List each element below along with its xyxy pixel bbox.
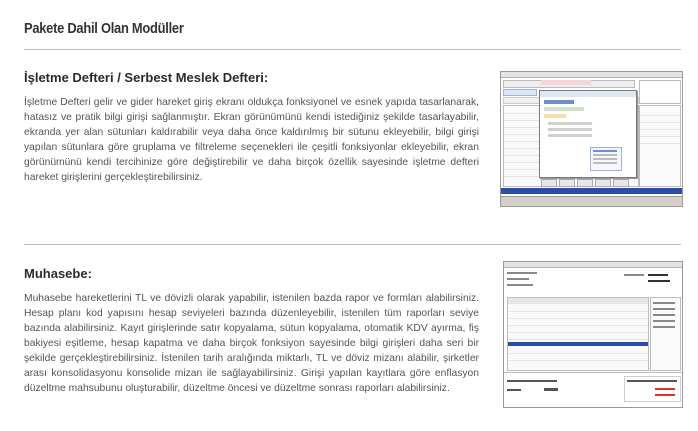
top-divider [24,49,681,50]
isletme-screenshot [500,71,683,207]
section-divider [24,244,681,245]
section-title-muhasebe: Muhasebe: [24,266,92,281]
section-text-muhasebe: Muhasebe hareketlerini TL ve dövizli olarak yapabilir, istenilen bazda rapor ve formları alabilirsiniz. Hesap planı kod yapısını hesap seviyeleri bazında düzenleyebilir, istenilen tüm raporları seviye bazında alabilirsiniz. Kayıt girişlerinde satır kopyalama, sütun kopyalama, otomatik KDV ayırma, fiş bakiyesi eşitleme, hesap kapatma ve daha birçok fonksiyon sayesinde bilgi girişleri daha seri bir şekilde gerçekleştirebilirsiniz. İstenilen tarih aralığında miktarlı, TL ve döviz mizanı alabilir, şirketler arası konsolidasyonu konsolide mizan ile sağlayabilirsiniz. Girişi yapılan kayıtlara göre enflasyon düzeltme mahsubunu oluşturabilir, düzeltme öncesi ve düzeltme sonrası raporları alabilirsiniz. [24,293,479,394]
section-title-isletme: İşletme Defteri / Serbest Meslek Defteri: [24,70,269,85]
muhasebe-screenshot [503,261,683,408]
section-text-isletme: İşletme Defteri gelir ve gider hareket giriş ekranı oldukça fonksiyonel ve esnek yapıda tasarlanarak, hatasız ve pratik bilgi girişi sağlanmıştır. Ekran görünümünü kendi istediğiniz şekilde tasarlayabilir, ekranda yer alan sütunları kaldırabilir veya daha önce kaldırılmış bir sütunu ekleyebilir, bilgi girişi yapılan sütunlara göre gruplama ve filtreleme seçenekleri ile çeşitli fonksiyonlar ekleyebilir, ekran görünümünü kendi tercihinize göre değiştirebilir ve daha birçok özellik sayesinde işletme defteri hareket girişlerini gerçekleştirebilirsiniz. [24,97,479,183]
page-title: Pakete Dahil Olan Modüller [24,20,184,37]
